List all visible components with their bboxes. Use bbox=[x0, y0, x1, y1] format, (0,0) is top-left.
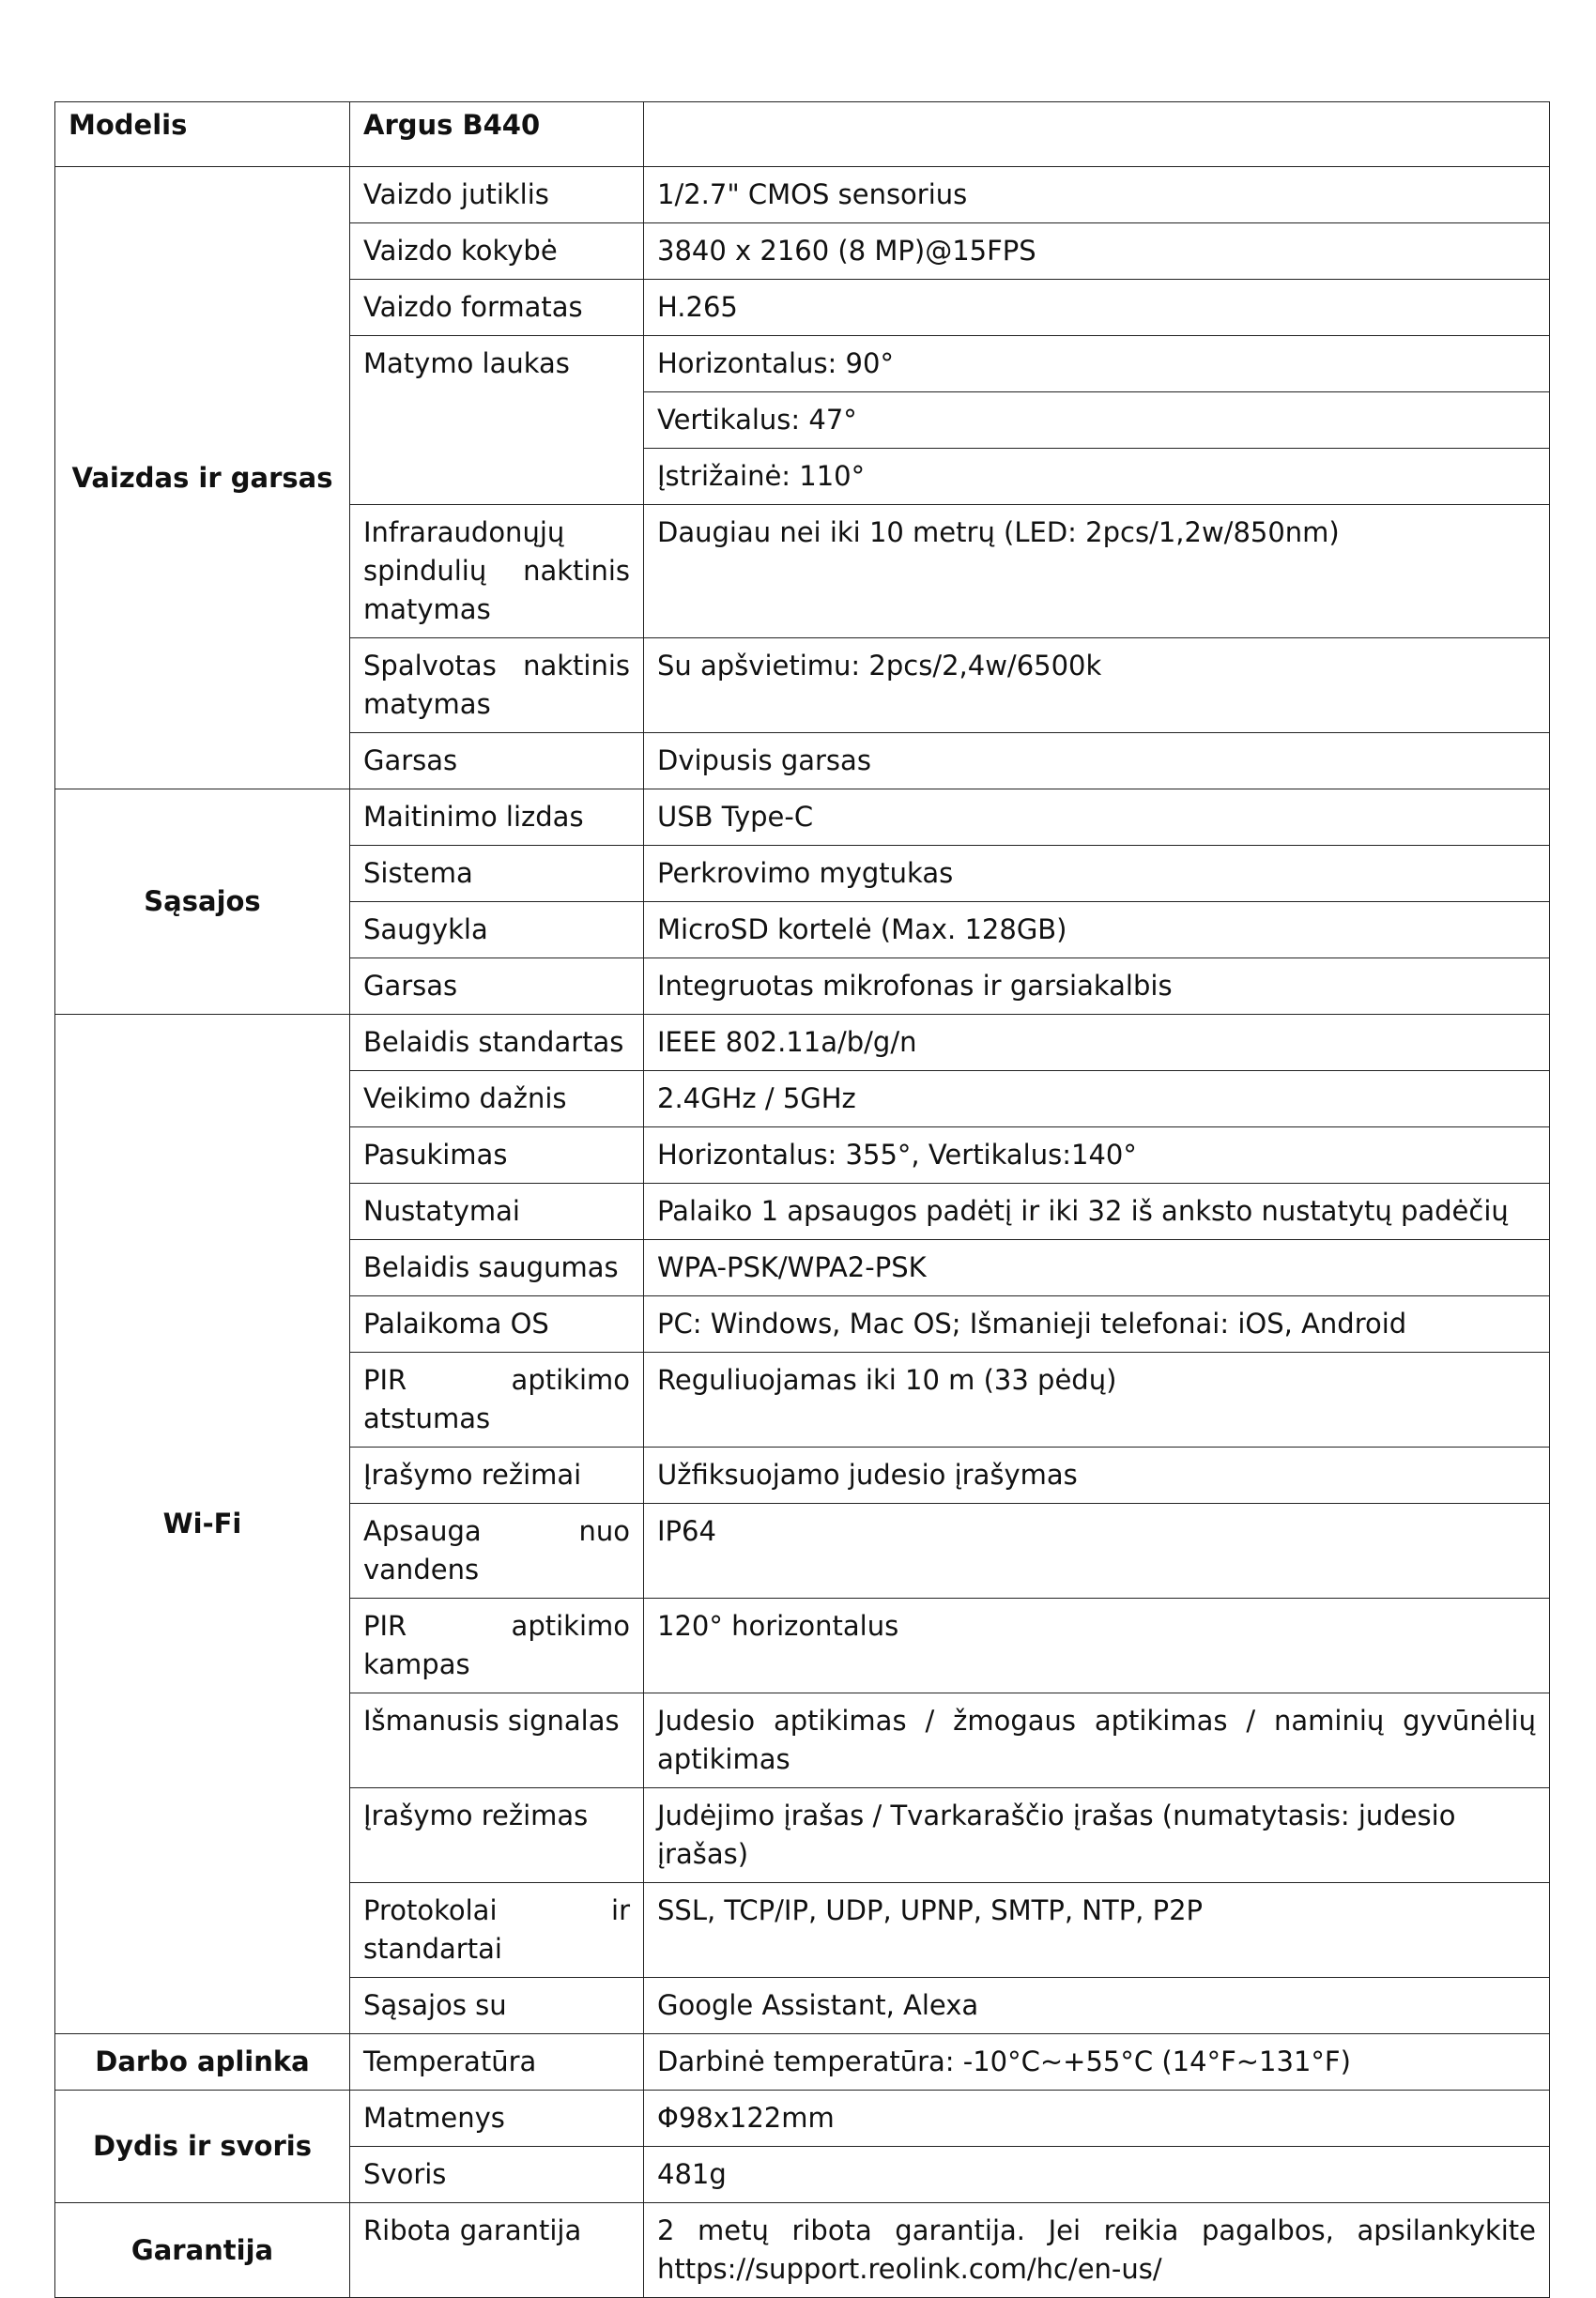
param-cell: Spalvotas naktinis matymas bbox=[350, 638, 644, 733]
value-cell: Reguliuojamas iki 10 m (33 pėdų) bbox=[644, 1353, 1550, 1448]
value-cell: USB Type-C bbox=[644, 789, 1550, 846]
value-cell: 3840 x 2160 (8 MP)@15FPS bbox=[644, 223, 1550, 280]
param-cell: Išmanusis signalas bbox=[350, 1693, 644, 1788]
section-title-wifi: Wi-Fi bbox=[55, 1015, 350, 2034]
value-cell: IP64 bbox=[644, 1504, 1550, 1599]
param-cell: Vaizdo kokybė bbox=[350, 223, 644, 280]
param-cell: Svoris bbox=[350, 2147, 644, 2203]
param-cell: Palaikoma OS bbox=[350, 1296, 644, 1353]
value-cell: Judesio aptikimas / žmogaus aptikimas / naminių gyvūnėlių aptikimas bbox=[644, 1693, 1550, 1788]
value-cell: Horizontalus: 355°, Vertikalus:140° bbox=[644, 1127, 1550, 1184]
param-cell: PIR aptikimo kampas bbox=[350, 1599, 644, 1693]
value-cell: SSL, TCP/IP, UDP, UPNP, SMTP, NTP, P2P bbox=[644, 1883, 1550, 1978]
header-empty-cell bbox=[644, 102, 1550, 167]
value-cell: PC: Windows, Mac OS; Išmanieji telefonai: iOS, Android bbox=[644, 1296, 1550, 1353]
table-row bbox=[55, 1015, 1550, 1071]
param-cell: Matymo laukas bbox=[350, 336, 644, 505]
param-cell: Veikimo dažnis bbox=[350, 1071, 644, 1127]
value-cell: Horizontalus: 90° bbox=[644, 336, 1550, 392]
value-cell: Darbinė temperatūra: -10°C~+55°C (14°F~131°F) bbox=[644, 2034, 1550, 2091]
value-cell: IEEE 802.11a/b/g/n bbox=[644, 1015, 1550, 1071]
value-cell: Dvipusis garsas bbox=[644, 733, 1550, 789]
table-row bbox=[55, 167, 1550, 223]
table-row bbox=[55, 2091, 1550, 2147]
param-cell: Įrašymo režimai bbox=[350, 1448, 644, 1504]
section-title-environment: Darbo aplinka bbox=[55, 2034, 350, 2091]
value-cell: Įstrižainė: 110° bbox=[644, 449, 1550, 505]
table-row bbox=[55, 2203, 1550, 2298]
param-cell: Nustatymai bbox=[350, 1184, 644, 1240]
param-cell: Vaizdo jutiklis bbox=[350, 167, 644, 223]
param-cell: Protokolai ir standartai bbox=[350, 1883, 644, 1978]
param-cell: Pasukimas bbox=[350, 1127, 644, 1184]
value-cell: Perkrovimo mygtukas bbox=[644, 846, 1550, 902]
section-title-size-weight: Dydis ir svoris bbox=[55, 2091, 350, 2203]
section-title-warranty: Garantija bbox=[55, 2203, 350, 2298]
value-cell: Su apšvietimu: 2pcs/2,4w/6500k bbox=[644, 638, 1550, 733]
section-title-interfaces: Sąsajos bbox=[55, 789, 350, 1015]
value-cell: Integruotas mikrofonas ir garsiakalbis bbox=[644, 958, 1550, 1015]
param-cell: Vaizdo formatas bbox=[350, 280, 644, 336]
warranty-value-cell: 2 metų ribota garantija. Jei reikia pagalbos, apsilankykite https://support.reolink.com/hc/en-us/ bbox=[644, 2203, 1550, 2298]
param-cell: Ribota garantija bbox=[350, 2203, 644, 2298]
header-row bbox=[55, 102, 1550, 167]
param-cell: Belaidis saugumas bbox=[350, 1240, 644, 1296]
value-cell: 120° horizontalus bbox=[644, 1599, 1550, 1693]
value-cell: Daugiau nei iki 10 metrų (LED: 2pcs/1,2w/850nm) bbox=[644, 505, 1550, 638]
spec-document bbox=[54, 101, 1549, 2298]
param-cell: Saugykla bbox=[350, 902, 644, 958]
param-cell: Sistema bbox=[350, 846, 644, 902]
header-model-label: Modelis bbox=[55, 102, 350, 167]
value-cell: 1/2.7" CMOS sensorius bbox=[644, 167, 1550, 223]
param-cell: Temperatūra bbox=[350, 2034, 644, 2091]
section-title-video-audio: Vaizdas ir garsas bbox=[55, 167, 350, 789]
table-row bbox=[55, 2034, 1550, 2091]
value-cell: Užfiksuojamo judesio įrašymas bbox=[644, 1448, 1550, 1504]
value-cell: MicroSD kortelė (Max. 128GB) bbox=[644, 902, 1550, 958]
header-model-value: Argus B440 bbox=[350, 102, 644, 167]
param-cell: Įrašymo režimas bbox=[350, 1788, 644, 1883]
param-cell: Garsas bbox=[350, 733, 644, 789]
value-cell: 2.4GHz / 5GHz bbox=[644, 1071, 1550, 1127]
param-cell: PIR aptikimo atstumas bbox=[350, 1353, 644, 1448]
param-cell: Apsauga nuo vandens bbox=[350, 1504, 644, 1599]
table-row bbox=[55, 789, 1550, 846]
value-cell: Judėjimo įrašas / Tvarkaraščio įrašas (numatytasis: judesio įrašas) bbox=[644, 1788, 1550, 1883]
value-cell: Φ98x122mm bbox=[644, 2091, 1550, 2147]
param-cell: Maitinimo lizdas bbox=[350, 789, 644, 846]
value-cell: 481g bbox=[644, 2147, 1550, 2203]
spec-table bbox=[54, 101, 1550, 2298]
value-cell: H.265 bbox=[644, 280, 1550, 336]
param-cell: Garsas bbox=[350, 958, 644, 1015]
value-cell: Vertikalus: 47° bbox=[644, 392, 1550, 449]
value-cell: WPA-PSK/WPA2-PSK bbox=[644, 1240, 1550, 1296]
param-cell: Matmenys bbox=[350, 2091, 644, 2147]
param-cell: Belaidis standartas bbox=[350, 1015, 644, 1071]
value-cell: Google Assistant, Alexa bbox=[644, 1978, 1550, 2034]
param-cell: Infraraudonųjų spindulių naktinis matymas bbox=[350, 505, 644, 638]
param-cell: Sąsajos su bbox=[350, 1978, 644, 2034]
value-cell: Palaiko 1 apsaugos padėtį ir iki 32 iš anksto nustatytų padėčių bbox=[644, 1184, 1550, 1240]
